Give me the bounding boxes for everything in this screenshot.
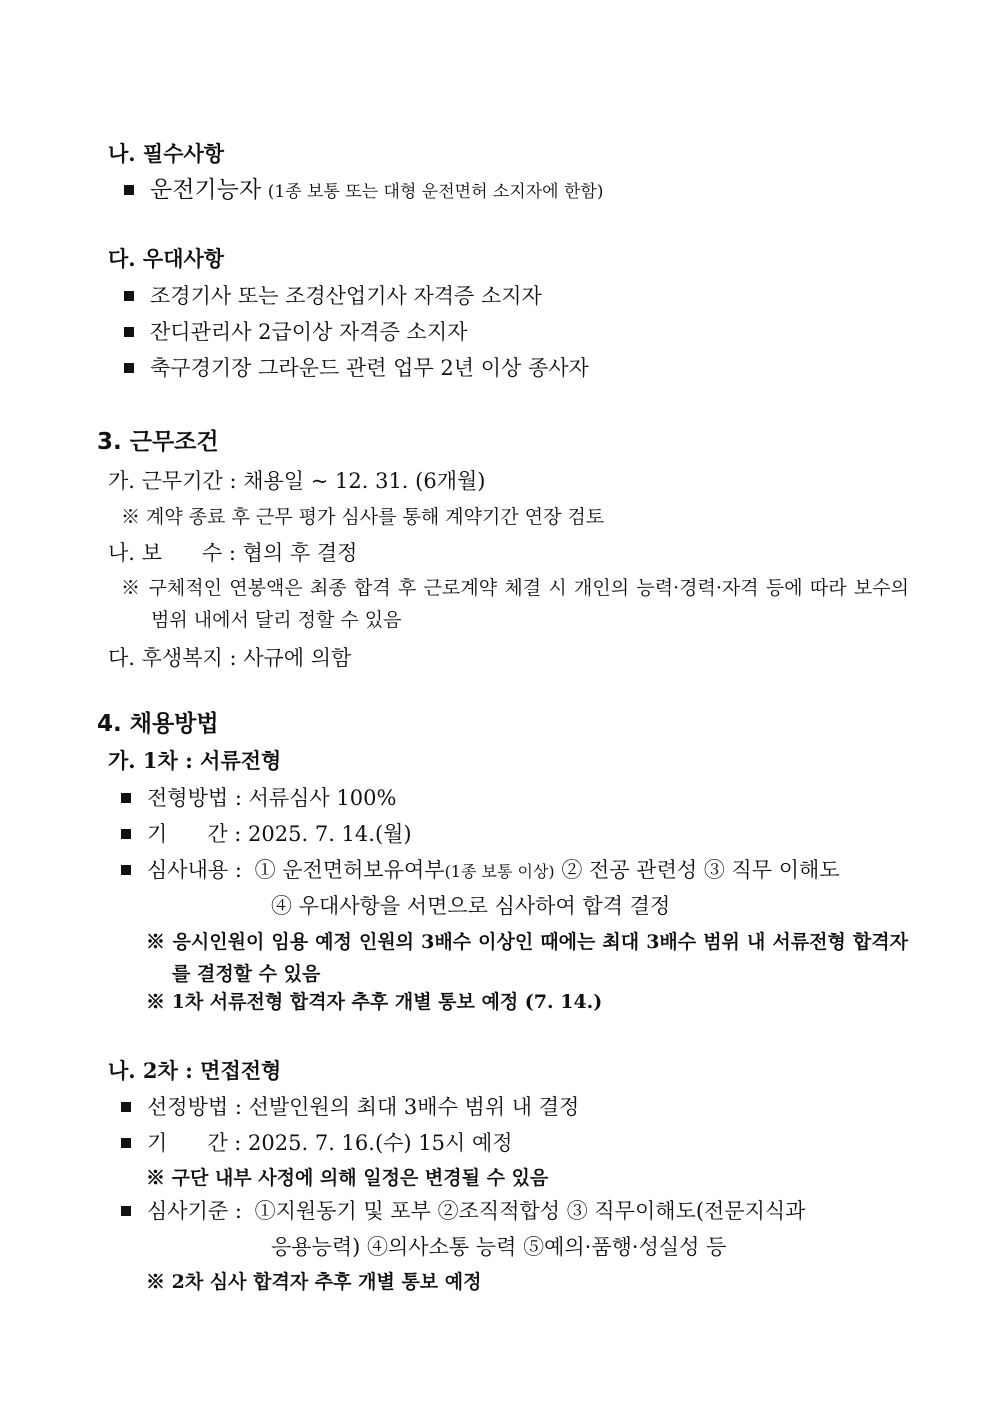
preferred-item: 축구경기장 그라운드 관련 업무 2년 이상 종사자 xyxy=(124,354,589,382)
stage1-review-cont: ④ 우대사항을 서면으로 심사하여 합격 결정 xyxy=(271,894,671,918)
preferred-item: 조경기사 또는 조경산업기사 자격증 소지자 xyxy=(124,282,542,310)
stage2-note1: ※ 구단 내부 사정에 의해 일정은 변경될 수 있음 xyxy=(146,1167,549,1189)
required-heading: 나. 필수사항 xyxy=(108,141,225,166)
bullet-icon xyxy=(124,363,134,373)
stage2-item: 선정방법 : 선발인원의 최대 3배수 범위 내 결정 xyxy=(121,1093,579,1121)
bullet-icon xyxy=(124,185,134,195)
stage2-note2: ※ 2차 심사 합격자 추후 개별 통보 예정 xyxy=(146,1271,482,1293)
stage2-heading: 나. 2차 : 면접전형 xyxy=(108,1058,282,1083)
stage1-note1: ※ 응시인원이 임용 예정 인원의 3배수 이상인 때에는 최대 3배수 범위 내 서류전형 합격자를 결정할 수 있음 xyxy=(146,931,908,985)
stage1-review: 심사내용 : ① 운전면허보유여부(1종 보통 이상) ② 전공 관련성 ③ 직무 이해도 xyxy=(121,856,840,886)
preferred-item: 잔디관리사 2급이상 자격증 소지자 xyxy=(124,318,467,346)
stage2-review-cont: 응용능력) ④의사소통 능력 ⑤예의·품행·성실성 등 xyxy=(271,1235,727,1259)
bullet-icon xyxy=(121,865,131,875)
stage2-review: 심사기준 : ①지원동기 및 포부 ②조직적합성 ③ 직무이해도(전문지식과 xyxy=(121,1197,805,1225)
stage1-heading: 가. 1차 : 서류전형 xyxy=(108,748,282,773)
welfare: 다. 후생복지 : 사규에 의함 xyxy=(108,646,352,670)
stage2-item: 기 간 : 2025. 7. 16.(수) 15시 예정 xyxy=(121,1129,513,1157)
salary-note: ※ 구체적인 연봉액은 최종 합격 후 근로계약 체결 시 개인의 능력·경력·자격 등에 따라 보수의 범위 내에서 달리 정할 수 있음 xyxy=(121,577,909,631)
required-item: 운전기능자 (1종 보통 또는 대형 운전면허 소지자에 한함) xyxy=(124,176,603,206)
work-period: 가. 근무기간 : 채용일 ~ 12. 31. (6개월) xyxy=(108,469,486,493)
bullet-icon xyxy=(121,793,131,803)
stage1-item: 기 간 : 2025. 7. 14.(월) xyxy=(121,820,412,848)
bullet-icon xyxy=(121,1206,131,1216)
bullet-icon xyxy=(124,327,134,337)
preferred-heading: 다. 우대사항 xyxy=(108,246,225,271)
bullet-icon xyxy=(121,829,131,839)
salary: 나. 보 수 : 협의 후 결정 xyxy=(108,541,358,565)
stage1-note2: ※ 1차 서류전형 합격자 추후 개별 통보 예정 (7. 14.) xyxy=(146,991,603,1013)
stage1-item: 전형방법 : 서류심사 100% xyxy=(121,784,396,812)
bullet-icon xyxy=(124,291,134,301)
section-4-title: 4. 채용방법 xyxy=(97,711,219,737)
section-3-title: 3. 근무조건 xyxy=(97,429,219,455)
bullet-icon xyxy=(121,1138,131,1148)
bullet-icon xyxy=(121,1102,131,1112)
work-period-note: ※ 계약 종료 후 근무 평가 심사를 통해 계약기간 연장 검토 xyxy=(121,506,605,528)
